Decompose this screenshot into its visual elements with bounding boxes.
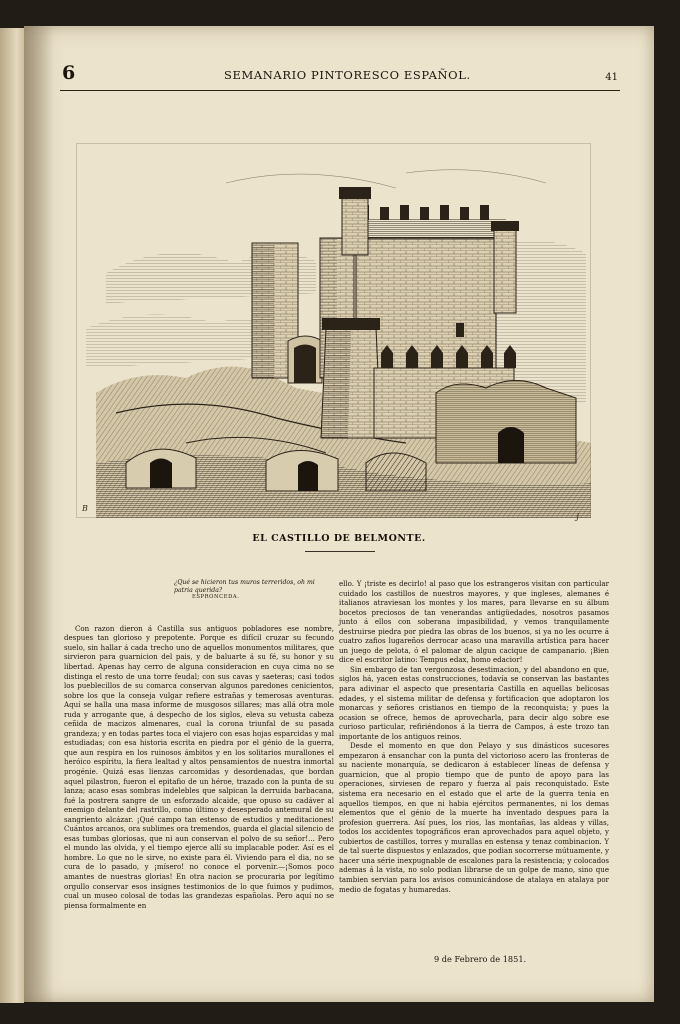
castle-engraving — [76, 143, 591, 518]
article-column-left — [64, 579, 334, 910]
paragraph: Con razon dieron á Castilla sus antiguos pobladores ese nombre, despues tan glorioso y prepotente. Porque es difícil cruzar su fecundo suelo, sin hallar á cada trecho uno de aquellos monumentos militares, que sirvieron para guarnicion del pais, y de baluarte á su fé, su honor y su libertad. Apenas hay cerro de alguna consideracion en cuya cima no se distinga el resto de una torre feudal; con sus cavas y saeteras; casi todos los pueblecillos de su comarca conservan algunos paredones cenicientos, sobre los que la conseja vulgar refiere estrañas y temerosas aventuras. Aquí se halla una masa informe de musgosos sillares; mas allá otra mole ruda y arrogante que, á despecho de los siglos, eleva su vetusta cabeza ceñida de macizos almenares, cual la corona triunfal de su pasada grandeza; y en todas partes toca el viajero con esas hojas esparcidas y mal estudiadas; con esa historia escrita en piedra por el génio de la guerra, que aun respira en los ruinosos ámbitos y en los solitarios murallones el heróico espíritu, la fiera lealtad y altos pensamientos de nuestra inmortal progénie. Quizá esas lienzas carcomidas y desordenadas, que bordan aquel pilastron, fueron el epitafio de un héroe, trazado con la punta de su lanza; acaso esas sombras indelebles que salpican la derruida barbacana, fué la postrera sangre de un esforzado alcaide, que opuso su cadáver al enemigo delante del rastrillo, como último y desesperado antemural de su sangriento alcázar. ¡Qué campo tan estenso de estudios y meditaciones! Cuántos arcanos, ora sublimes ora tremendos, guarda el glacial silencio de esas tumbas gloriosas, que ni aun conservan el polvo de su señor!... Pero el mundo las olvida, y el tiempo ejerce allí su implacable poder. Así es el hombre. Lo que no le sirve, no existe para él. Viviendo para el dia, no se cura de lo pasado, y ¡mísero! no conoce el porvenir.—¡Somos poco amantes de nuestras glorias! En otra nacion se procuraria por legítimo orgullo conservar esos insignes testimonios de lo que fuimos y pudimos, cual un museo colosal de todas las grandezas españolas. Pero aquí no se piensa formalmente en — [64, 623, 334, 910]
running-title: SEMANARIO PINTORESCO ESPAÑOL. — [224, 68, 471, 82]
article-column-right — [339, 579, 609, 894]
paragraph: ello. Y ¡triste es decirlo! al paso que los estrangeros visitan con particular cuidado los castillos de nuestros mayores, y que ingleses, alemanes é italianos atraviesan los montes y los mares, para llevarse en su álbum bocetos preciosos de tan venerandas antigüedades, nosotros pasamos junto á ellos con soberana impasibilidad, y vemos tranquilamente destruirse piedra por piedra las obras de los buenos, si ya no les ocurre á cuatro zafios lugareños derrocar acaso una maravilla artística para hacer un juego de pelota, ó el palomar de algun cacique de campanario. ¡Bien dice el escritor latino: Tempus edax, homo edacior! — [339, 579, 609, 665]
header-rule — [60, 90, 620, 91]
dateline: 9 de Febrero de 1851. — [434, 954, 527, 964]
page-number: 6 — [62, 62, 76, 84]
folio-number: 41 — [605, 72, 618, 83]
epigraph — [174, 579, 334, 602]
paragraph: Desde el momento en que don Pelayo y sus dinásticos sucesores empezaron á ensanchar con la punta del victorioso acero las fronteras de su naciente monarquía, se dedicaron á establecer líneas de defensa y guarnicion, que al propio tiempo que de punto de apoyo para las operaciones, sirviesen de reparo y fuerza al pais reconquistado. Este sistema era necesario en el estado que el arte de la guerra tenia en aquellos tiempos, en que ni habia ejércitos permanentes, ni los demas elementos que el génio de la muerte ha inventado despues para la profesion guerrera. Así pues, los rios, las montañas, las aldeas y villas, todos los accidentes topográficos eran aprovechados para aquel objeto, y cubiertos de castillos, torres y murallas en estensa y tenaz combinacion. Y de tal suerte dispuestos y enlazados, que podian socorrerse mútuamente, y hacer una série inexpugnable de escalones para la resistencia; y colocados ademas á la vista, no solo podian librarse de un golpe de mano, sino que tambien servian para los avisos comunicándose de atalaya en atalaya por medio de fogatas y humaredas. — [339, 741, 609, 894]
engraver-mark-right: J — [576, 512, 580, 521]
illustration-caption: EL CASTILLO DE BELMONTE. — [252, 533, 426, 544]
paragraph: Sin embargo de tan vergonzosa desestimacion, y del abandono en que, siglos há, yacen estas construcciones, todavía se conservan las bastantes para adivinar el aspecto que presentaria Castilla en aquellas belicosas edades, y el sistema militar de defensa y fortificacion que adoptaron los monarcas y señores cristianos en tiempo de la reconquista; y pues la ocasion se ofrece, hemos de aprovecharla, para decir algo sobre ese curioso particular, refiriéndonos á la tierra de Campos, á este trozo tan importante de los antiguos reinos. — [339, 664, 609, 741]
engraver-mark-left: B — [82, 504, 88, 513]
spine-shadow — [24, 26, 54, 1002]
book-page — [24, 26, 654, 1002]
epigraph-text: ¿Qué se hicieron tus muros terreridos, oh mi patria querida? — [174, 579, 315, 594]
previous-page-edge — [0, 28, 24, 1003]
cave-dwellings — [126, 449, 426, 491]
epigraph-author: ESPRONCEDA. — [192, 594, 240, 601]
ruined-gateway — [436, 381, 576, 464]
caption-rule — [305, 551, 375, 552]
